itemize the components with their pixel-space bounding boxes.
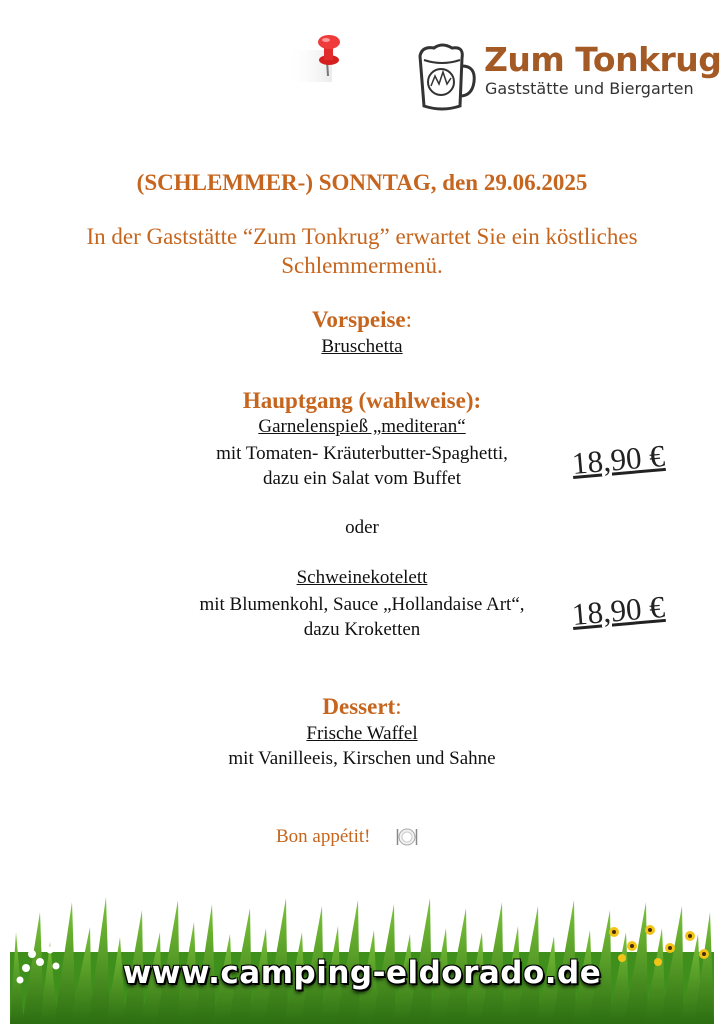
main-option1-price: 18,90 € [570, 437, 667, 481]
bon-appetit-text: Bon appétit! [276, 826, 371, 847]
plate-cutlery-icon [396, 826, 418, 848]
starter-heading [0, 307, 724, 333]
website-url[interactable]: www.camping-eldorado.de [122, 955, 602, 991]
main-option2-price: 18,90 € [570, 588, 667, 632]
starter-heading-colon: : [405, 307, 413, 332]
logo-subtitle: Gaststätte und Biergarten [485, 79, 694, 98]
dessert-dish: Frische Waffel [306, 723, 418, 744]
main-option2-dish: Schweinekotelett [296, 567, 428, 588]
main-option1-line1: mit Tomaten- Kräuterbutter-Spaghetti, [216, 443, 508, 464]
logo [412, 40, 722, 114]
main-option2-line1: mit Blumenkohl, Sauce „Hollandaise Art“, [199, 594, 525, 615]
starter-dish: Bruschetta [321, 336, 403, 357]
menu-date-headline: (SCHLEMMER-) SONNTAG, den 29.06.2025 [136, 170, 588, 195]
pushpin-icon [282, 30, 352, 86]
dessert-heading [0, 694, 724, 720]
or-separator: oder [345, 517, 379, 538]
main-heading: Hauptgang (wahlweise): [242, 388, 482, 413]
dessert-description: mit Vanilleeis, Kirschen und Sahne [228, 748, 496, 769]
dessert-heading-colon: : [395, 694, 402, 719]
starter-heading-text: Vorspeise [311, 307, 406, 332]
beer-mug-icon [412, 42, 480, 114]
intro-text: In der Gaststätte “Zum Tonkrug” erwartet Sie ein köstliches Schlemmermenü. [86, 224, 638, 278]
main-option1-line2: dazu ein Salat vom Buffet [262, 468, 462, 489]
logo-title: Zum Tonkrug [484, 40, 722, 79]
main-option1-dish: Garnelenspieß „mediteran“ [258, 416, 466, 437]
dessert-heading-text: Dessert [322, 694, 396, 719]
main-option2-line2: dazu Kroketten [303, 619, 421, 640]
